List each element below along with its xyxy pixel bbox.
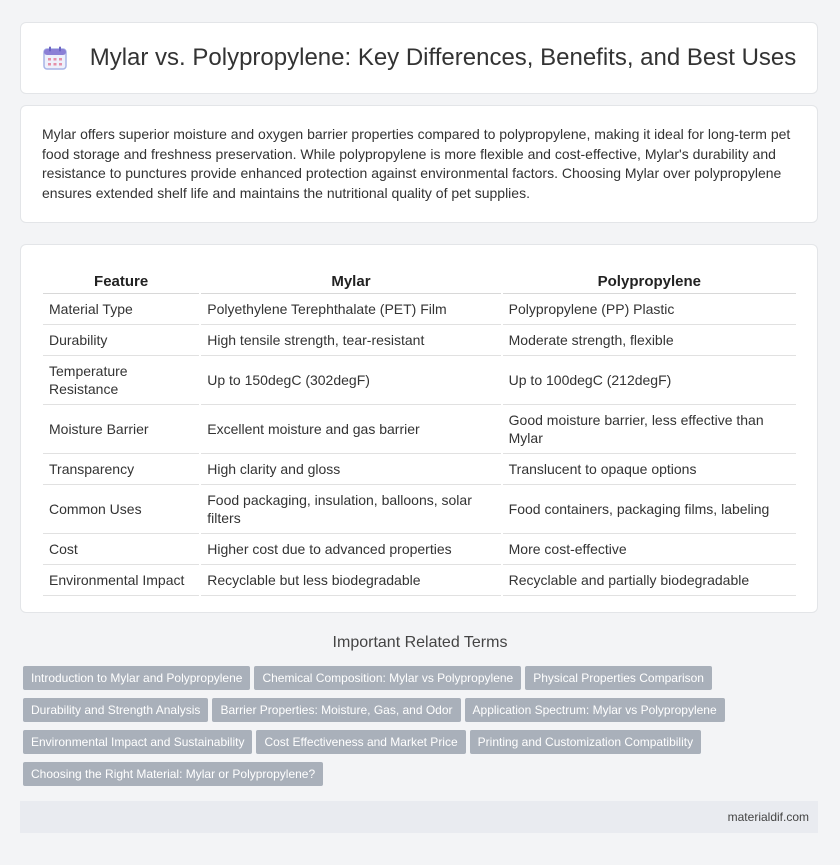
- polypropylene-cell: Food containers, packaging films, labeling: [503, 485, 796, 534]
- related-term-tag[interactable]: Durability and Strength Analysis: [23, 698, 208, 722]
- intro-card: [20, 105, 818, 223]
- related-term-tag[interactable]: Barrier Properties: Moisture, Gas, and Odor: [212, 698, 460, 722]
- mylar-cell: Recyclable but less biodegradable: [201, 565, 500, 596]
- mylar-cell: Excellent moisture and gas barrier: [201, 405, 500, 454]
- polypropylene-cell: Polypropylene (PP) Plastic: [503, 294, 796, 325]
- comparison-table: [41, 262, 798, 596]
- mylar-cell: High tensile strength, tear-resistant: [201, 325, 500, 356]
- mylar-cell: Polyethylene Terephthalate (PET) Film: [201, 294, 500, 325]
- feature-cell: Material Type: [43, 294, 199, 325]
- related-term-tag[interactable]: Printing and Customization Compatibility: [470, 730, 701, 754]
- feature-cell: Cost: [43, 534, 199, 565]
- related-term-tag[interactable]: Chemical Composition: Mylar vs Polypropylene: [254, 666, 521, 690]
- polypropylene-cell: Recyclable and partially biodegradable: [503, 565, 796, 596]
- table-row: [43, 405, 796, 454]
- feature-cell: Durability: [43, 325, 199, 356]
- feature-cell: Moisture Barrier: [43, 405, 199, 454]
- related-terms-list: [23, 666, 813, 794]
- comparison-card: [20, 244, 818, 613]
- feature-cell: Environmental Impact: [43, 565, 199, 596]
- related-term-tag[interactable]: Cost Effectiveness and Market Price: [256, 730, 465, 754]
- related-term-tag[interactable]: Choosing the Right Material: Mylar or Polypropylene?: [23, 762, 323, 786]
- table-row: [43, 294, 796, 325]
- table-header-row: [43, 262, 796, 294]
- header-mylar: Mylar: [201, 262, 500, 294]
- table-row: [43, 485, 796, 534]
- header-feature: Feature: [43, 262, 199, 294]
- related-term-tag[interactable]: Physical Properties Comparison: [525, 666, 712, 690]
- polypropylene-cell: Up to 100degC (212degF): [503, 356, 796, 405]
- header-polypropylene: Polypropylene: [503, 262, 796, 294]
- related-term-tag[interactable]: Application Spectrum: Mylar vs Polypropylene: [465, 698, 725, 722]
- calendar-icon: [42, 45, 68, 71]
- related-term-tag[interactable]: Environmental Impact and Sustainability: [23, 730, 252, 754]
- polypropylene-cell: More cost-effective: [503, 534, 796, 565]
- table-row: [43, 454, 796, 485]
- related-terms-title: Important Related Terms: [332, 634, 508, 651]
- polypropylene-cell: Translucent to opaque options: [503, 454, 796, 485]
- footer-site-link[interactable]: materialdif.com: [727, 810, 809, 824]
- table-row: [43, 534, 796, 565]
- intro-text: Mylar offers superior moisture and oxygen barrier properties compared to polypropylene, making it ideal for long-term pet food storage and freshness preservation. While polypropylene is more flexible and cost-effective, Mylar's durability and resistance to punctures provide enhanced protection against environmental factors. Choosing Mylar over polypropylene ensures extended shelf life and maintains the nutritional quality of pet supplies.: [42, 126, 791, 201]
- footer: [20, 801, 818, 833]
- mylar-cell: High clarity and gloss: [201, 454, 500, 485]
- table-row: [43, 325, 796, 356]
- mylar-cell: Higher cost due to advanced properties: [201, 534, 500, 565]
- polypropylene-cell: Good moisture barrier, less effective than Mylar: [503, 405, 796, 454]
- table-row: [43, 356, 796, 405]
- polypropylene-cell: Moderate strength, flexible: [503, 325, 796, 356]
- related-term-tag[interactable]: Introduction to Mylar and Polypropylene: [23, 666, 250, 690]
- page-header: [20, 22, 818, 94]
- feature-cell: Transparency: [43, 454, 199, 485]
- table-row: [43, 565, 796, 596]
- mylar-cell: Up to 150degC (302degF): [201, 356, 500, 405]
- feature-cell: Temperature Resistance: [43, 356, 199, 405]
- mylar-cell: Food packaging, insulation, balloons, solar filters: [201, 485, 500, 534]
- feature-cell: Common Uses: [43, 485, 199, 534]
- page-title: Mylar vs. Polypropylene: Key Differences, Benefits, and Best Uses: [89, 44, 797, 71]
